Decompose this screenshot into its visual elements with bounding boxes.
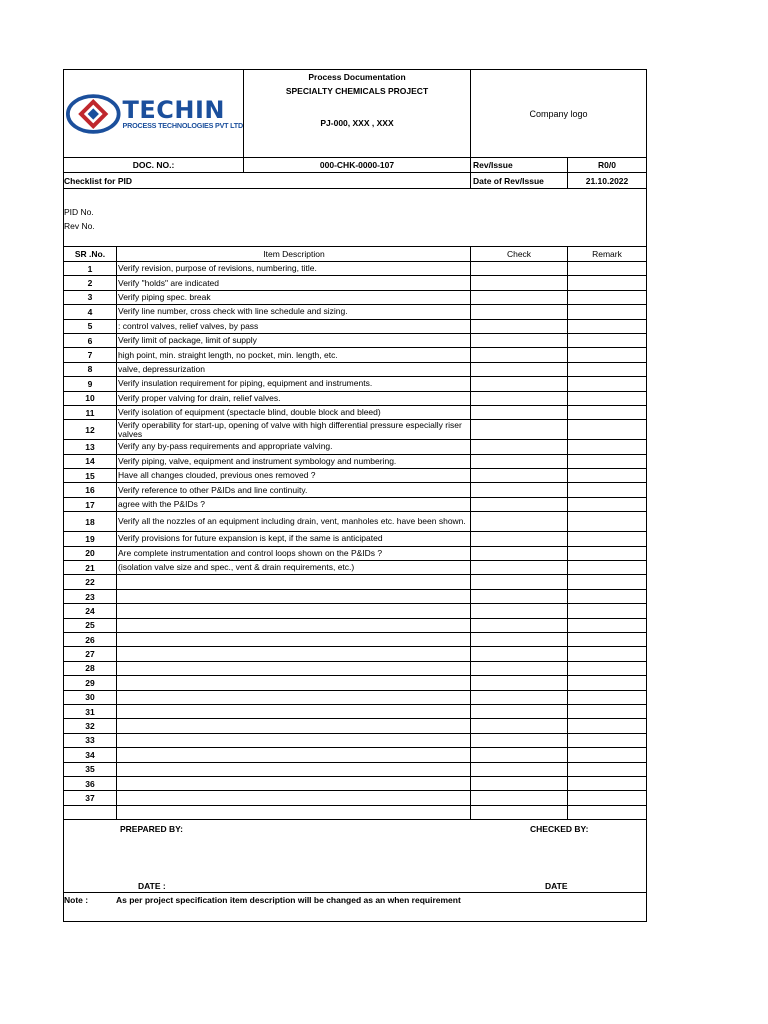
remark-cell[interactable] bbox=[567, 305, 646, 318]
table-row bbox=[64, 455, 646, 469]
check-cell[interactable] bbox=[470, 406, 567, 419]
remark-cell[interactable] bbox=[567, 512, 646, 531]
row-number: 15 bbox=[85, 470, 95, 481]
item-description bbox=[116, 777, 470, 790]
company-logo-placeholder bbox=[470, 70, 646, 157]
check-cell[interactable] bbox=[470, 455, 567, 468]
row-number: 29 bbox=[85, 677, 95, 688]
col-sr-header: SR .No. bbox=[74, 249, 106, 259]
table-row bbox=[64, 705, 646, 719]
remark-cell[interactable] bbox=[567, 763, 646, 776]
check-cell[interactable] bbox=[470, 590, 567, 603]
item-description bbox=[116, 662, 470, 675]
checklist-table-body bbox=[64, 262, 646, 806]
checked-by-label: CHECKED BY: bbox=[530, 823, 589, 834]
check-cell[interactable] bbox=[470, 420, 567, 439]
table-row bbox=[64, 498, 646, 512]
item-description bbox=[116, 547, 470, 560]
row-number: 31 bbox=[85, 706, 95, 717]
remark-cell[interactable] bbox=[567, 334, 646, 347]
rev-no-label: Rev No. bbox=[64, 221, 95, 231]
item-description bbox=[116, 291, 470, 304]
item-description bbox=[116, 734, 470, 747]
item-description-text: Verify all the nozzles of an equipment including drain, vent, manholes etc. have been shown. bbox=[118, 516, 466, 527]
row-number: 5 bbox=[87, 321, 93, 332]
table-row bbox=[64, 734, 646, 748]
table-row bbox=[64, 547, 646, 561]
remark-cell[interactable] bbox=[567, 705, 646, 718]
table-row bbox=[64, 791, 646, 805]
check-cell[interactable] bbox=[470, 619, 567, 632]
remark-cell[interactable] bbox=[567, 647, 646, 660]
item-description bbox=[116, 763, 470, 776]
remark-cell[interactable] bbox=[567, 483, 646, 496]
item-description bbox=[116, 498, 470, 511]
row-number: 37 bbox=[85, 792, 95, 803]
remark-cell[interactable] bbox=[567, 604, 646, 617]
check-cell[interactable] bbox=[470, 305, 567, 318]
check-cell[interactable] bbox=[470, 705, 567, 718]
remark-cell[interactable] bbox=[567, 420, 646, 439]
row-number: 21 bbox=[85, 562, 95, 573]
row-number: 30 bbox=[85, 692, 95, 703]
remark-cell[interactable] bbox=[567, 532, 646, 545]
item-description bbox=[116, 320, 470, 333]
table-row bbox=[64, 647, 646, 661]
item-description-text: Verify "holds" are indicated bbox=[118, 277, 220, 288]
item-description-text: Verify insulation requirement for piping, equipment and instruments. bbox=[118, 378, 373, 389]
prepared-date-label: DATE : bbox=[138, 880, 166, 891]
remark-cell[interactable] bbox=[567, 676, 646, 689]
item-description bbox=[116, 633, 470, 646]
row-number: 19 bbox=[85, 533, 95, 544]
check-cell[interactable] bbox=[470, 763, 567, 776]
item-description-text: Verify operability for start-up, opening of valve with high differential pressure especially riser valves bbox=[118, 420, 462, 439]
row-number: 28 bbox=[85, 663, 95, 674]
remark-cell[interactable] bbox=[567, 575, 646, 588]
item-description bbox=[116, 348, 470, 361]
item-description bbox=[116, 392, 470, 405]
item-description bbox=[116, 705, 470, 718]
row-number: 26 bbox=[85, 634, 95, 645]
row-number: 3 bbox=[87, 292, 93, 303]
item-description-text: Verify piping, valve, equipment and instrument symbology and numbering. bbox=[118, 455, 397, 466]
check-cell[interactable] bbox=[470, 440, 567, 453]
row-number: 6 bbox=[87, 335, 93, 346]
check-cell[interactable] bbox=[470, 483, 567, 496]
item-description bbox=[116, 532, 470, 545]
check-cell[interactable] bbox=[470, 334, 567, 347]
item-description bbox=[116, 647, 470, 660]
note-row bbox=[64, 893, 646, 921]
item-description bbox=[116, 748, 470, 761]
item-description bbox=[116, 512, 470, 531]
check-cell[interactable] bbox=[470, 469, 567, 482]
remark-cell[interactable] bbox=[567, 619, 646, 632]
row-number: 22 bbox=[85, 577, 95, 588]
table-row bbox=[64, 406, 646, 420]
remark-cell[interactable] bbox=[567, 440, 646, 453]
item-description-text: Have all changes clouded, previous ones removed ? bbox=[118, 470, 316, 481]
row-number: 12 bbox=[85, 424, 95, 435]
company-logo-text: Company logo bbox=[529, 108, 588, 119]
table-row bbox=[64, 691, 646, 705]
item-description bbox=[116, 440, 470, 453]
pid-no-label: PID No. bbox=[64, 207, 94, 217]
logo-subtitle: PROCESS TECHNOLOGIES PVT LTD bbox=[122, 120, 243, 130]
doc-number-row bbox=[64, 158, 646, 173]
prepared-by-label: PREPARED BY: bbox=[120, 823, 183, 834]
row-number: 17 bbox=[85, 499, 95, 510]
row-number: 13 bbox=[85, 441, 95, 452]
check-cell[interactable] bbox=[470, 547, 567, 560]
remark-cell[interactable] bbox=[567, 392, 646, 405]
item-description bbox=[116, 334, 470, 347]
check-cell[interactable] bbox=[470, 348, 567, 361]
table-row bbox=[64, 262, 646, 276]
check-cell[interactable] bbox=[470, 777, 567, 790]
item-description-text: Verify revision, purpose of revisions, numbering, title. bbox=[118, 263, 317, 274]
check-cell[interactable] bbox=[470, 633, 567, 646]
remark-cell[interactable] bbox=[567, 498, 646, 511]
row-number: 7 bbox=[87, 350, 93, 361]
check-cell[interactable] bbox=[470, 512, 567, 531]
remark-cell[interactable] bbox=[567, 455, 646, 468]
item-description bbox=[116, 377, 470, 390]
rev-date-value: 21.10.2022 bbox=[567, 173, 646, 188]
item-description-text: Verify provisions for future expansion is kept, if the same is anticipated bbox=[118, 533, 383, 544]
signoff-block bbox=[64, 820, 646, 893]
item-description-text: (isolation valve size and spec., vent & drain requirements, etc.) bbox=[118, 562, 355, 573]
item-description bbox=[116, 619, 470, 632]
title-line-2: SPECIALTY CHEMICALS PROJECT bbox=[285, 86, 429, 96]
row-number: 16 bbox=[85, 485, 95, 496]
item-description bbox=[116, 262, 470, 275]
item-description bbox=[116, 791, 470, 804]
row-number: 11 bbox=[85, 407, 95, 418]
remark-cell[interactable] bbox=[567, 363, 646, 376]
row-number: 18 bbox=[85, 516, 95, 527]
row-number: 35 bbox=[85, 764, 95, 775]
row-number: 36 bbox=[85, 778, 95, 789]
pid-info-block bbox=[64, 189, 646, 247]
remark-cell[interactable] bbox=[567, 633, 646, 646]
item-description bbox=[116, 305, 470, 318]
table-row bbox=[64, 676, 646, 690]
item-description bbox=[116, 719, 470, 732]
rev-issue-label: Rev/Issue bbox=[470, 158, 567, 172]
table-row bbox=[64, 334, 646, 348]
note-text: As per project specification item description will be changed as an when requirement bbox=[116, 894, 461, 905]
remark-cell[interactable] bbox=[567, 469, 646, 482]
check-cell[interactable] bbox=[470, 276, 567, 289]
item-description-text: Are complete instrumentation and control loops shown on the P&IDs ? bbox=[118, 547, 383, 558]
row-number: 8 bbox=[87, 364, 93, 375]
table-row bbox=[64, 348, 646, 362]
item-description bbox=[116, 676, 470, 689]
checklist-title: Checklist for PID bbox=[64, 175, 133, 186]
remark-cell[interactable] bbox=[567, 777, 646, 790]
row-number: 23 bbox=[85, 591, 95, 602]
item-description-text: Verify limit of package, limit of supply bbox=[118, 335, 257, 346]
col-remark-header: Remark bbox=[567, 247, 646, 261]
table-row bbox=[64, 604, 646, 618]
remark-cell[interactable] bbox=[567, 748, 646, 761]
techin-logo bbox=[64, 70, 243, 157]
row-number: 32 bbox=[85, 721, 95, 732]
table-row bbox=[64, 469, 646, 483]
item-description-text: valve, depressurization bbox=[118, 363, 205, 374]
table-row bbox=[64, 440, 646, 454]
check-cell[interactable] bbox=[470, 748, 567, 761]
checklist-title-row bbox=[64, 173, 646, 189]
table-row bbox=[64, 377, 646, 391]
table-row bbox=[64, 561, 646, 575]
doc-number-value: 000-CHK-0000-107 bbox=[243, 158, 470, 172]
row-number: 27 bbox=[85, 649, 95, 660]
item-description-text: Verify proper valving for drain, relief valves. bbox=[118, 392, 281, 403]
check-cell[interactable] bbox=[470, 719, 567, 732]
title-line-1: Process Documentation bbox=[308, 72, 406, 82]
check-cell[interactable] bbox=[470, 676, 567, 689]
row-number: 10 bbox=[85, 393, 95, 404]
table-row bbox=[64, 619, 646, 633]
item-description bbox=[116, 575, 470, 588]
checked-date-label: DATE bbox=[545, 880, 568, 891]
remark-cell[interactable] bbox=[567, 262, 646, 275]
rev-issue-value: R0/0 bbox=[567, 158, 646, 172]
doc-number-label: DOC. NO.: bbox=[132, 160, 175, 170]
table-row bbox=[64, 719, 646, 733]
remark-cell[interactable] bbox=[567, 406, 646, 419]
item-description bbox=[116, 406, 470, 419]
check-cell[interactable] bbox=[470, 392, 567, 405]
check-cell[interactable] bbox=[470, 320, 567, 333]
item-description-text: Verify line number, cross check with line schedule and sizing. bbox=[118, 306, 348, 317]
row-number: 34 bbox=[85, 749, 95, 760]
table-header-row bbox=[64, 247, 646, 262]
item-description bbox=[116, 590, 470, 603]
techin-logo-icon bbox=[66, 92, 121, 136]
rev-date-label: Date of Rev/Issue bbox=[470, 173, 567, 188]
check-cell[interactable] bbox=[470, 691, 567, 704]
item-description bbox=[116, 276, 470, 289]
table-row bbox=[64, 320, 646, 334]
check-cell[interactable] bbox=[470, 291, 567, 304]
item-description-text: high point, min. straight length, no pocket, min. length, etc. bbox=[118, 349, 338, 360]
table-row bbox=[64, 305, 646, 319]
col-check-header: Check bbox=[470, 247, 567, 261]
table-row bbox=[64, 748, 646, 762]
table-row bbox=[64, 420, 646, 440]
check-cell[interactable] bbox=[470, 791, 567, 804]
item-description bbox=[116, 469, 470, 482]
remark-cell[interactable] bbox=[567, 377, 646, 390]
remark-cell[interactable] bbox=[567, 662, 646, 675]
blank-row bbox=[64, 806, 646, 820]
check-cell[interactable] bbox=[470, 662, 567, 675]
item-description-text: : control valves, relief valves, by pass bbox=[118, 320, 259, 331]
check-cell[interactable] bbox=[470, 561, 567, 574]
logo-wordmark: TECHIN bbox=[122, 95, 226, 124]
table-row bbox=[64, 363, 646, 377]
remark-cell[interactable] bbox=[567, 561, 646, 574]
check-cell[interactable] bbox=[470, 363, 567, 376]
remark-cell[interactable] bbox=[567, 547, 646, 560]
table-row bbox=[64, 575, 646, 589]
item-description bbox=[116, 455, 470, 468]
table-row bbox=[64, 532, 646, 546]
note-label: Note : bbox=[64, 894, 89, 905]
table-row bbox=[64, 590, 646, 604]
item-description bbox=[116, 691, 470, 704]
check-cell[interactable] bbox=[470, 647, 567, 660]
item-description-text: Verify any by-pass requirements and appropriate valving. bbox=[118, 441, 333, 452]
remark-cell[interactable] bbox=[567, 276, 646, 289]
item-description-text: Verify piping spec. break bbox=[118, 291, 211, 302]
row-number: 33 bbox=[85, 735, 95, 746]
checklist-sheet bbox=[63, 69, 647, 922]
remark-cell[interactable] bbox=[567, 691, 646, 704]
table-row bbox=[64, 276, 646, 290]
row-number: 20 bbox=[85, 548, 95, 559]
table-row bbox=[64, 392, 646, 406]
row-number: 24 bbox=[85, 605, 95, 616]
row-number: 9 bbox=[87, 378, 93, 389]
row-number: 1 bbox=[87, 263, 93, 274]
check-cell[interactable] bbox=[470, 575, 567, 588]
remark-cell[interactable] bbox=[567, 590, 646, 603]
pid-info-cell bbox=[64, 189, 646, 246]
item-description-text: Verify isolation of equipment (spectacle blind, double block and bleed) bbox=[118, 407, 381, 418]
item-description bbox=[116, 363, 470, 376]
remark-cell[interactable] bbox=[567, 791, 646, 804]
item-description bbox=[116, 604, 470, 617]
remark-cell[interactable] bbox=[567, 320, 646, 333]
item-description-text: agree with the P&IDs ? bbox=[118, 499, 205, 510]
check-cell[interactable] bbox=[470, 498, 567, 511]
row-number: 25 bbox=[85, 620, 95, 631]
item-description bbox=[116, 561, 470, 574]
remark-cell[interactable] bbox=[567, 291, 646, 304]
check-cell[interactable] bbox=[470, 734, 567, 747]
table-row bbox=[64, 512, 646, 532]
col-desc-header: Item Description bbox=[116, 247, 470, 261]
table-row bbox=[64, 777, 646, 791]
table-row bbox=[64, 763, 646, 777]
table-row bbox=[64, 633, 646, 647]
row-number: 4 bbox=[87, 306, 93, 317]
table-row bbox=[64, 483, 646, 497]
check-cell[interactable] bbox=[470, 532, 567, 545]
project-number: PJ-000, XXX , XXX bbox=[320, 118, 394, 128]
remark-cell[interactable] bbox=[567, 719, 646, 732]
table-row bbox=[64, 662, 646, 676]
row-number: 2 bbox=[87, 278, 93, 289]
item-description-text: Verify reference to other P&IDs and line continuity. bbox=[118, 484, 308, 495]
item-description bbox=[116, 483, 470, 496]
table-row bbox=[64, 291, 646, 305]
document-title-block bbox=[243, 70, 470, 157]
item-description bbox=[116, 420, 470, 439]
remark-cell[interactable] bbox=[567, 348, 646, 361]
remark-cell[interactable] bbox=[567, 734, 646, 747]
check-cell[interactable] bbox=[470, 377, 567, 390]
document-header bbox=[64, 70, 646, 158]
check-cell[interactable] bbox=[470, 262, 567, 275]
check-cell[interactable] bbox=[470, 604, 567, 617]
row-number: 14 bbox=[85, 456, 95, 467]
